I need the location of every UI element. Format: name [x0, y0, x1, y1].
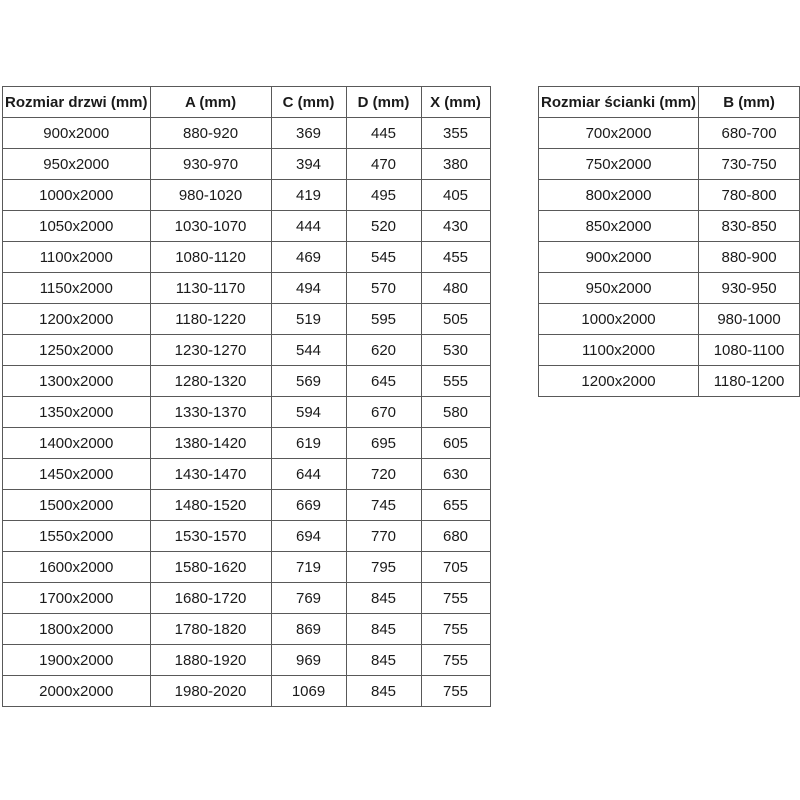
table-cell: 444 — [271, 211, 346, 242]
table-cell: 969 — [271, 645, 346, 676]
table-cell: 405 — [421, 180, 490, 211]
table-cell: 495 — [346, 180, 421, 211]
table-cell: 1480-1520 — [150, 490, 271, 521]
table-cell: 655 — [421, 490, 490, 521]
table-row — [3, 428, 491, 459]
table-cell: 1180-1220 — [150, 304, 271, 335]
table-row — [539, 118, 800, 149]
table-cell: 355 — [421, 118, 490, 149]
table-row — [3, 304, 491, 335]
table-cell: 519 — [271, 304, 346, 335]
table-row — [3, 366, 491, 397]
table-cell: 745 — [346, 490, 421, 521]
header-row — [539, 87, 800, 118]
table-cell: 1250x2000 — [3, 335, 151, 366]
table-cell: 1100x2000 — [539, 335, 699, 366]
table-cell: 1050x2000 — [3, 211, 151, 242]
table-cell: 755 — [421, 645, 490, 676]
table-cell: 580 — [421, 397, 490, 428]
table-cell: 845 — [346, 614, 421, 645]
table-cell: 770 — [346, 521, 421, 552]
table-cell: 1180-1200 — [699, 366, 800, 397]
table-cell: 619 — [271, 428, 346, 459]
table-cell: 494 — [271, 273, 346, 304]
table-cell: 1500x2000 — [3, 490, 151, 521]
table-cell: 1200x2000 — [3, 304, 151, 335]
table-row — [539, 242, 800, 273]
table-cell: 1580-1620 — [150, 552, 271, 583]
column-header: Rozmiar ścianki (mm) — [539, 87, 699, 118]
table-cell: 680-700 — [699, 118, 800, 149]
column-header: Rozmiar drzwi (mm) — [3, 87, 151, 118]
table-cell: 605 — [421, 428, 490, 459]
table-cell: 569 — [271, 366, 346, 397]
table-cell: 1100x2000 — [3, 242, 151, 273]
table-cell: 780-800 — [699, 180, 800, 211]
table-cell: 670 — [346, 397, 421, 428]
table-cell: 719 — [271, 552, 346, 583]
table-cell: 1880-1920 — [150, 645, 271, 676]
table-cell: 594 — [271, 397, 346, 428]
table-cell: 1000x2000 — [539, 304, 699, 335]
table-cell: 755 — [421, 614, 490, 645]
table-row — [3, 583, 491, 614]
table-cell: 430 — [421, 211, 490, 242]
table-cell: 630 — [421, 459, 490, 490]
table-cell: 1350x2000 — [3, 397, 151, 428]
table-cell: 1080-1120 — [150, 242, 271, 273]
table-row — [3, 242, 491, 273]
table-cell: 980-1000 — [699, 304, 800, 335]
table-cell: 880-900 — [699, 242, 800, 273]
table-cell: 545 — [346, 242, 421, 273]
table-cell: 930-970 — [150, 149, 271, 180]
table-cell: 644 — [271, 459, 346, 490]
table-cell: 455 — [421, 242, 490, 273]
table-cell: 950x2000 — [3, 149, 151, 180]
table-cell: 1800x2000 — [3, 614, 151, 645]
table-cell: 1900x2000 — [3, 645, 151, 676]
table-cell: 680 — [421, 521, 490, 552]
table-row — [3, 273, 491, 304]
table-cell: 445 — [346, 118, 421, 149]
table-cell: 695 — [346, 428, 421, 459]
table-row — [539, 211, 800, 242]
column-header: D (mm) — [346, 87, 421, 118]
table-cell: 505 — [421, 304, 490, 335]
column-header: C (mm) — [271, 87, 346, 118]
table-cell: 555 — [421, 366, 490, 397]
table-cell: 1380-1420 — [150, 428, 271, 459]
column-header: B (mm) — [699, 87, 800, 118]
table-cell: 1130-1170 — [150, 273, 271, 304]
table-row — [539, 304, 800, 335]
table-cell: 1080-1100 — [699, 335, 800, 366]
table-cell: 755 — [421, 583, 490, 614]
table-cell: 850x2000 — [539, 211, 699, 242]
table-cell: 1280-1320 — [150, 366, 271, 397]
table-row — [3, 149, 491, 180]
table-cell: 1980-2020 — [150, 676, 271, 707]
table-cell: 1430-1470 — [150, 459, 271, 490]
table-cell: 869 — [271, 614, 346, 645]
table-cell: 595 — [346, 304, 421, 335]
table-cell: 469 — [271, 242, 346, 273]
table-row — [3, 645, 491, 676]
wall-size-table — [538, 86, 800, 397]
table-cell: 980-1020 — [150, 180, 271, 211]
table-cell: 2000x2000 — [3, 676, 151, 707]
table-row — [3, 459, 491, 490]
table-row — [3, 614, 491, 645]
table-row — [3, 397, 491, 428]
table-cell: 470 — [346, 149, 421, 180]
table-cell: 380 — [421, 149, 490, 180]
table-cell: 1300x2000 — [3, 366, 151, 397]
table-cell: 669 — [271, 490, 346, 521]
table-row — [539, 335, 800, 366]
table-cell: 1000x2000 — [3, 180, 151, 211]
table-row — [3, 521, 491, 552]
table-cell: 1330-1370 — [150, 397, 271, 428]
table-cell: 769 — [271, 583, 346, 614]
table-row — [539, 273, 800, 304]
table-cell: 700x2000 — [539, 118, 699, 149]
table-cell: 369 — [271, 118, 346, 149]
table-cell: 1700x2000 — [3, 583, 151, 614]
table-cell: 845 — [346, 583, 421, 614]
table-cell: 480 — [421, 273, 490, 304]
table-cell: 900x2000 — [539, 242, 699, 273]
table-cell: 544 — [271, 335, 346, 366]
table-cell: 645 — [346, 366, 421, 397]
table-cell: 950x2000 — [539, 273, 699, 304]
table-cell: 1200x2000 — [539, 366, 699, 397]
table-cell: 845 — [346, 676, 421, 707]
table-cell: 1150x2000 — [3, 273, 151, 304]
header-row — [3, 87, 491, 118]
table-cell: 730-750 — [699, 149, 800, 180]
column-header: A (mm) — [150, 87, 271, 118]
table-cell: 1600x2000 — [3, 552, 151, 583]
table-row — [539, 180, 800, 211]
table-row — [3, 118, 491, 149]
door-size-table — [2, 86, 491, 707]
table-cell: 1400x2000 — [3, 428, 151, 459]
table-cell: 705 — [421, 552, 490, 583]
table-row — [539, 149, 800, 180]
table-cell: 570 — [346, 273, 421, 304]
table-cell: 394 — [271, 149, 346, 180]
table-cell: 1530-1570 — [150, 521, 271, 552]
table-row — [3, 552, 491, 583]
table-cell: 880-920 — [150, 118, 271, 149]
table-cell: 530 — [421, 335, 490, 366]
table-cell: 419 — [271, 180, 346, 211]
table-cell: 1230-1270 — [150, 335, 271, 366]
table-cell: 620 — [346, 335, 421, 366]
table-row — [539, 366, 800, 397]
table-cell: 845 — [346, 645, 421, 676]
table-cell: 694 — [271, 521, 346, 552]
table-cell: 830-850 — [699, 211, 800, 242]
table-cell: 755 — [421, 676, 490, 707]
table-cell: 1069 — [271, 676, 346, 707]
table-cell: 1780-1820 — [150, 614, 271, 645]
table-cell: 1680-1720 — [150, 583, 271, 614]
table-row — [3, 490, 491, 521]
table-cell: 930-950 — [699, 273, 800, 304]
table-cell: 1450x2000 — [3, 459, 151, 490]
table-cell: 900x2000 — [3, 118, 151, 149]
table-cell: 520 — [346, 211, 421, 242]
table-row — [3, 180, 491, 211]
table-cell: 720 — [346, 459, 421, 490]
table-row — [3, 676, 491, 707]
table-row — [3, 211, 491, 242]
table-cell: 1030-1070 — [150, 211, 271, 242]
table-row — [3, 335, 491, 366]
table-cell: 750x2000 — [539, 149, 699, 180]
table-cell: 800x2000 — [539, 180, 699, 211]
table-cell: 795 — [346, 552, 421, 583]
column-header: X (mm) — [421, 87, 490, 118]
table-cell: 1550x2000 — [3, 521, 151, 552]
